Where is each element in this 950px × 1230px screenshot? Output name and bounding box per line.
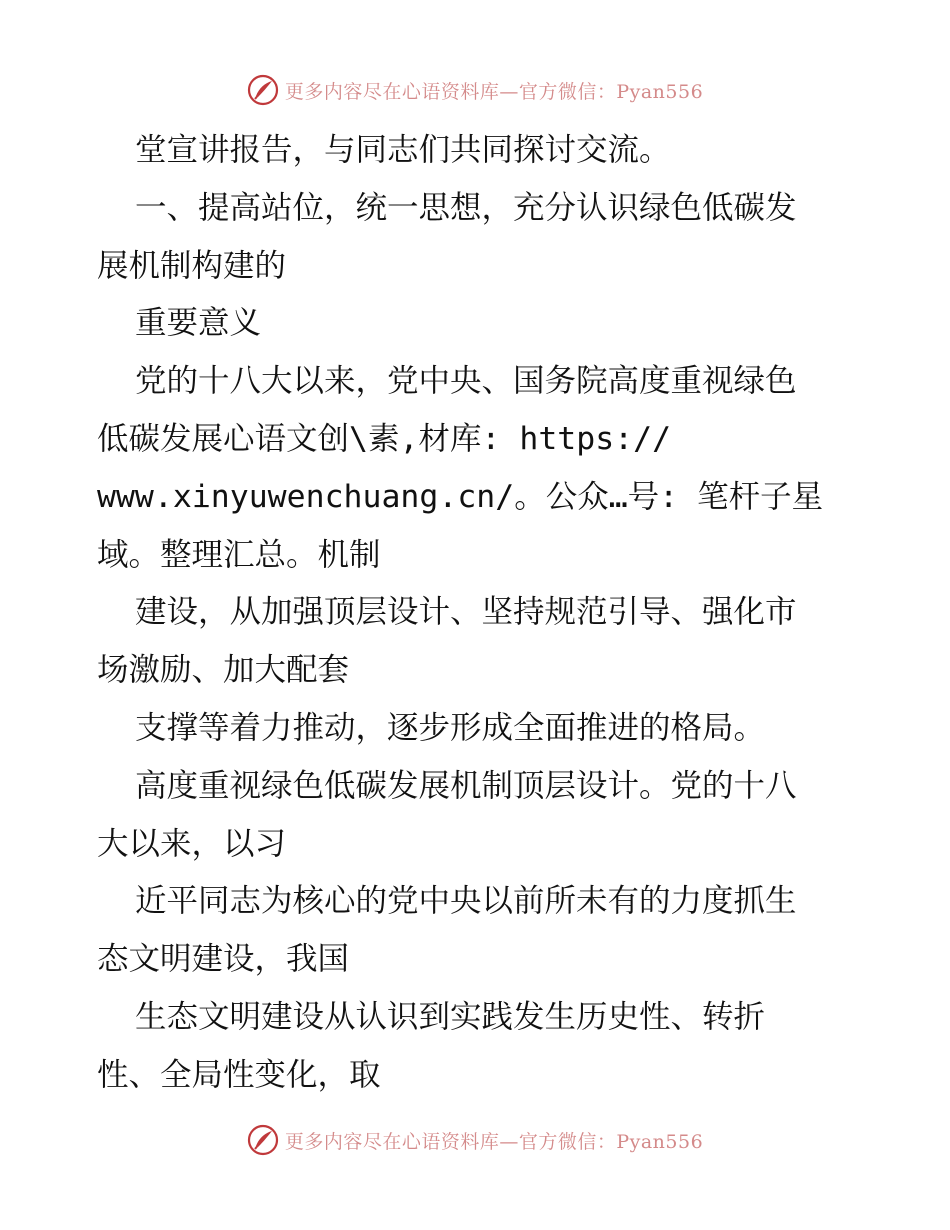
document-body <box>97 122 857 1105</box>
text-line: 低碳发展心语文创\素,材库: https:// <box>97 420 672 457</box>
text-line: 高度重视绿色低碳发展机制顶层设计。党的十八 <box>135 767 797 804</box>
footer-banner-text: 更多内容尽在心语资料库—官方微信：Pyan556 <box>284 1130 704 1153</box>
text-line: 支撑等着力推动，逐步形成全面推进的格局。 <box>135 709 766 746</box>
text-line: 堂宣讲报告，与同志们共同探讨交流。 <box>135 132 671 168</box>
quill-seal-icon <box>247 74 279 106</box>
text-line: 党的十八大以来，党中央、国务院高度重视绿色 <box>135 363 797 400</box>
quill-seal-icon <box>247 1124 279 1156</box>
text-line: 态文明建设，我国 <box>97 941 350 978</box>
section-heading-line: 重要意义 <box>135 305 262 342</box>
text-line: 生态文明建设从认识到实践发生历史性、转折 <box>135 998 766 1035</box>
text-line: www.xinyuwenchuang.cn/。公众…号: 笔杆子星 <box>97 478 824 515</box>
text-line: 性、全局性变化，取 <box>97 1056 381 1093</box>
header-banner <box>0 70 950 110</box>
footer-banner <box>0 1120 950 1160</box>
text-line: 近平同志为核心的党中央以前所未有的力度抓生 <box>135 883 797 920</box>
section-heading-line: 一、提高站位，统一思想，充分认识绿色低碳发 <box>135 189 797 226</box>
text-line: 场激励、加大配套 <box>97 652 350 689</box>
text-line: 域。整理汇总。机制 <box>97 536 381 573</box>
section-heading-line: 展机制构建的 <box>97 247 287 284</box>
text-line: 建设，从加强顶层设计、坚持规范引导、强化市 <box>135 594 797 631</box>
text-line: 大以来，以习 <box>97 825 287 862</box>
header-banner-text: 更多内容尽在心语资料库—官方微信：Pyan556 <box>284 80 704 103</box>
